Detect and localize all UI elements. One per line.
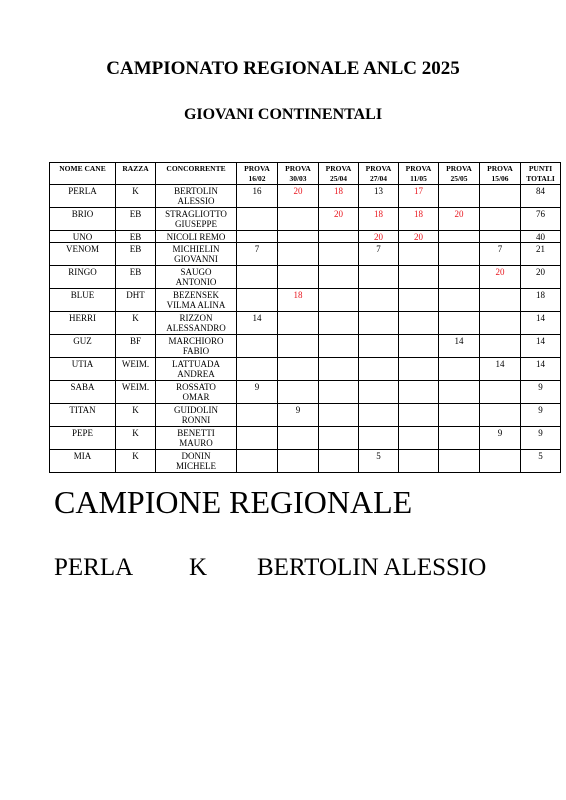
score-cell bbox=[399, 358, 439, 381]
category-subtitle: GIOVANI CONTINENTALI bbox=[183, 106, 383, 123]
score-cell: 14 bbox=[480, 358, 521, 381]
score-cell bbox=[480, 335, 521, 358]
total-points-cell: 84 bbox=[521, 185, 561, 208]
score-cell bbox=[480, 289, 521, 312]
score-cell bbox=[399, 243, 439, 266]
table-row bbox=[50, 381, 561, 404]
document-title: CAMPIONATO REGIONALE ANLC 2025 bbox=[106, 58, 460, 79]
score-cell bbox=[278, 381, 319, 404]
standings-table bbox=[49, 162, 561, 473]
score-cell bbox=[399, 312, 439, 335]
score-cell bbox=[237, 450, 278, 473]
score-cell bbox=[480, 231, 521, 243]
column-header: RAZZA bbox=[116, 163, 156, 185]
breed-cell: K bbox=[116, 185, 156, 208]
score-cell bbox=[439, 427, 480, 450]
dog-name-cell: BRIO bbox=[50, 208, 116, 231]
score-cell bbox=[319, 266, 359, 289]
score-cell bbox=[399, 335, 439, 358]
score-cell bbox=[237, 289, 278, 312]
score-cell: 18 bbox=[399, 208, 439, 231]
score-cell: 20 bbox=[399, 231, 439, 243]
table-body bbox=[50, 185, 561, 473]
score-cell bbox=[439, 312, 480, 335]
score-cell bbox=[237, 208, 278, 231]
score-cell bbox=[480, 208, 521, 231]
score-cell: 7 bbox=[480, 243, 521, 266]
score-cell: 7 bbox=[237, 243, 278, 266]
score-cell bbox=[278, 427, 319, 450]
score-cell bbox=[278, 358, 319, 381]
score-cell bbox=[439, 381, 480, 404]
score-cell bbox=[319, 427, 359, 450]
total-points-cell: 9 bbox=[521, 427, 561, 450]
dog-name-cell: GUZ bbox=[50, 335, 116, 358]
total-points-cell: 21 bbox=[521, 243, 561, 266]
score-cell bbox=[399, 450, 439, 473]
table-row bbox=[50, 185, 561, 208]
score-cell: 17 bbox=[399, 185, 439, 208]
score-cell bbox=[278, 312, 319, 335]
score-cell: 9 bbox=[237, 381, 278, 404]
total-points-cell: 14 bbox=[521, 358, 561, 381]
score-cell: 13 bbox=[359, 185, 399, 208]
handler-cell: BEZENSEK VILMA ALINA bbox=[156, 289, 237, 312]
table-row bbox=[50, 231, 561, 243]
table-row bbox=[50, 289, 561, 312]
table-row bbox=[50, 335, 561, 358]
champion-dog: PERLA bbox=[54, 554, 134, 581]
column-header: PROVA 27/04 bbox=[359, 163, 399, 185]
dog-name-cell: MIA bbox=[50, 450, 116, 473]
score-cell: 20 bbox=[359, 231, 399, 243]
score-cell bbox=[237, 231, 278, 243]
column-header: PROVA 25/04 bbox=[319, 163, 359, 185]
score-cell bbox=[399, 427, 439, 450]
handler-cell: RIZZON ALESSANDRO bbox=[156, 312, 237, 335]
score-cell bbox=[480, 404, 521, 427]
breed-cell: K bbox=[116, 312, 156, 335]
score-cell: 14 bbox=[237, 312, 278, 335]
score-cell bbox=[278, 335, 319, 358]
dog-name-cell: TITAN bbox=[50, 404, 116, 427]
dog-name-cell: UNO bbox=[50, 231, 116, 243]
score-cell: 20 bbox=[278, 185, 319, 208]
handler-cell: MARCHIORO FABIO bbox=[156, 335, 237, 358]
handler-cell: NICOLI REMO bbox=[156, 231, 237, 243]
dog-name-cell: HERRI bbox=[50, 312, 116, 335]
handler-cell: ROSSATO OMAR bbox=[156, 381, 237, 404]
table-row bbox=[50, 208, 561, 231]
score-cell bbox=[319, 381, 359, 404]
handler-cell: SAUGO ANTONIO bbox=[156, 266, 237, 289]
score-cell bbox=[319, 335, 359, 358]
score-cell bbox=[480, 312, 521, 335]
score-cell bbox=[399, 266, 439, 289]
score-cell: 20 bbox=[480, 266, 521, 289]
score-cell bbox=[278, 243, 319, 266]
handler-cell: BERTOLIN ALESSIO bbox=[156, 185, 237, 208]
score-cell: 16 bbox=[237, 185, 278, 208]
score-cell bbox=[439, 266, 480, 289]
dog-name-cell: BLUE bbox=[50, 289, 116, 312]
score-cell bbox=[237, 427, 278, 450]
total-points-cell: 18 bbox=[521, 289, 561, 312]
dog-name-cell: SABA bbox=[50, 381, 116, 404]
score-cell bbox=[480, 185, 521, 208]
score-cell bbox=[319, 404, 359, 427]
score-cell bbox=[359, 335, 399, 358]
column-header: NOME CANE bbox=[50, 163, 116, 185]
handler-cell: GUIDOLIN RONNI bbox=[156, 404, 237, 427]
table-row bbox=[50, 312, 561, 335]
breed-cell: WEIM. bbox=[116, 381, 156, 404]
column-header: PUNTI TOTALI bbox=[521, 163, 561, 185]
breed-cell: EB bbox=[116, 231, 156, 243]
score-cell bbox=[399, 289, 439, 312]
dog-name-cell: RINGO bbox=[50, 266, 116, 289]
score-cell bbox=[278, 231, 319, 243]
breed-cell: K bbox=[116, 427, 156, 450]
score-cell bbox=[278, 208, 319, 231]
score-cell bbox=[480, 381, 521, 404]
table-row bbox=[50, 427, 561, 450]
breed-cell: BF bbox=[116, 335, 156, 358]
breed-cell: K bbox=[116, 404, 156, 427]
score-cell bbox=[278, 450, 319, 473]
table-row bbox=[50, 266, 561, 289]
table-row bbox=[50, 404, 561, 427]
score-cell: 9 bbox=[480, 427, 521, 450]
score-cell bbox=[399, 381, 439, 404]
score-cell bbox=[237, 404, 278, 427]
score-cell: 18 bbox=[319, 185, 359, 208]
champion-handler: BERTOLIN ALESSIO bbox=[257, 554, 487, 581]
breed-cell: K bbox=[116, 450, 156, 473]
handler-cell: STRAGLIOTTO GIUSEPPE bbox=[156, 208, 237, 231]
score-cell bbox=[319, 289, 359, 312]
total-points-cell: 9 bbox=[521, 381, 561, 404]
score-cell bbox=[319, 312, 359, 335]
total-points-cell: 76 bbox=[521, 208, 561, 231]
score-cell: 7 bbox=[359, 243, 399, 266]
handler-cell: MICHIELIN GIOVANNI bbox=[156, 243, 237, 266]
score-cell bbox=[359, 289, 399, 312]
score-cell: 18 bbox=[278, 289, 319, 312]
champion-heading: CAMPIONE REGIONALE bbox=[54, 484, 413, 520]
score-cell bbox=[237, 335, 278, 358]
score-cell bbox=[319, 450, 359, 473]
column-header: CONCORRENTE bbox=[156, 163, 237, 185]
breed-cell: EB bbox=[116, 208, 156, 231]
total-points-cell: 9 bbox=[521, 404, 561, 427]
score-cell bbox=[439, 289, 480, 312]
breed-cell: DHT bbox=[116, 289, 156, 312]
score-cell bbox=[439, 358, 480, 381]
column-header: PROVA 15/06 bbox=[480, 163, 521, 185]
column-header: PROVA 25/05 bbox=[439, 163, 480, 185]
table-row bbox=[50, 358, 561, 381]
score-cell bbox=[399, 404, 439, 427]
breed-cell: EB bbox=[116, 266, 156, 289]
score-cell bbox=[439, 185, 480, 208]
score-cell bbox=[319, 358, 359, 381]
score-cell bbox=[359, 312, 399, 335]
total-points-cell: 14 bbox=[521, 312, 561, 335]
table-row bbox=[50, 243, 561, 266]
column-header: PROVA 11/05 bbox=[399, 163, 439, 185]
total-points-cell: 5 bbox=[521, 450, 561, 473]
column-header: PROVA 30/03 bbox=[278, 163, 319, 185]
score-cell bbox=[237, 358, 278, 381]
dog-name-cell: VENOM bbox=[50, 243, 116, 266]
total-points-cell: 40 bbox=[521, 231, 561, 243]
score-cell bbox=[359, 266, 399, 289]
score-cell bbox=[319, 231, 359, 243]
score-cell: 20 bbox=[319, 208, 359, 231]
handler-cell: DONIN MICHELE bbox=[156, 450, 237, 473]
dog-name-cell: PEPE bbox=[50, 427, 116, 450]
score-cell bbox=[439, 231, 480, 243]
score-cell: 5 bbox=[359, 450, 399, 473]
score-cell bbox=[439, 404, 480, 427]
score-cell bbox=[480, 450, 521, 473]
total-points-cell: 14 bbox=[521, 335, 561, 358]
breed-cell: EB bbox=[116, 243, 156, 266]
total-points-cell: 20 bbox=[521, 266, 561, 289]
score-cell bbox=[319, 243, 359, 266]
score-cell: 20 bbox=[439, 208, 480, 231]
column-header: PROVA 16/02 bbox=[237, 163, 278, 185]
score-cell: 9 bbox=[278, 404, 319, 427]
score-cell bbox=[278, 266, 319, 289]
score-cell bbox=[237, 266, 278, 289]
breed-cell: WEIM. bbox=[116, 358, 156, 381]
table-header-row bbox=[50, 163, 561, 185]
handler-cell: LATTUADA ANDREA bbox=[156, 358, 237, 381]
dog-name-cell: PERLA bbox=[50, 185, 116, 208]
score-cell bbox=[439, 450, 480, 473]
score-cell: 18 bbox=[359, 208, 399, 231]
score-cell bbox=[359, 381, 399, 404]
score-cell bbox=[359, 404, 399, 427]
dog-name-cell: UTIA bbox=[50, 358, 116, 381]
score-cell bbox=[439, 243, 480, 266]
score-cell: 14 bbox=[439, 335, 480, 358]
table-row bbox=[50, 450, 561, 473]
score-cell bbox=[359, 427, 399, 450]
handler-cell: BENETTI MAURO bbox=[156, 427, 237, 450]
score-cell bbox=[359, 358, 399, 381]
champion-breed: K bbox=[189, 554, 208, 581]
